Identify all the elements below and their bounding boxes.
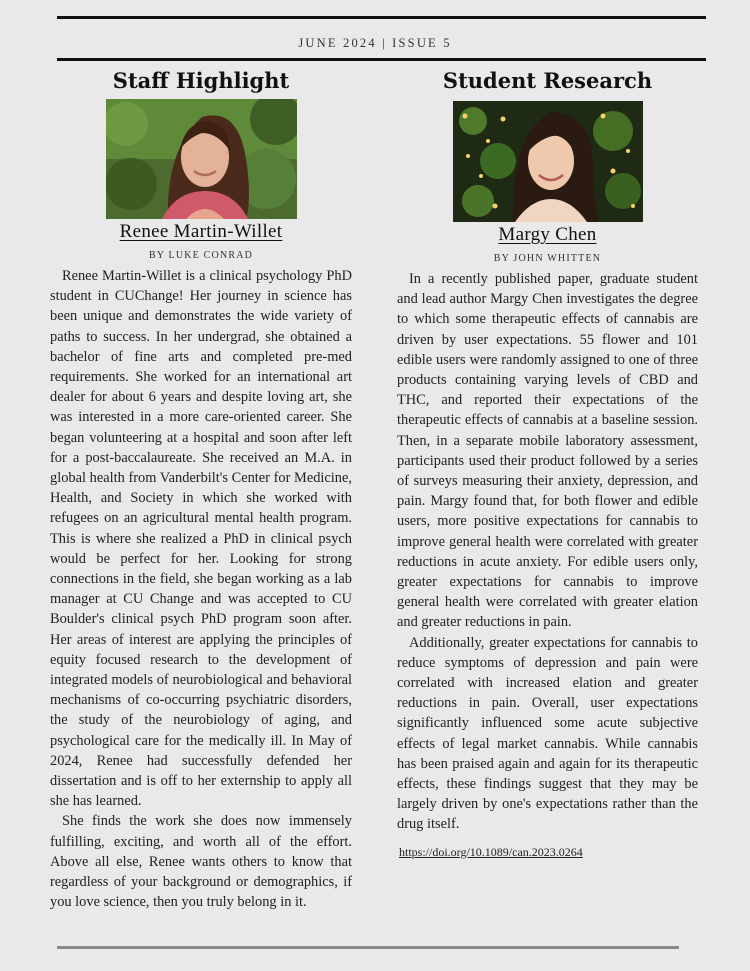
portrait-woman-night-lights-icon <box>453 101 643 222</box>
staff-name-link[interactable]: Renee Martin-Willet <box>119 221 283 242</box>
student-research-column <box>397 64 698 860</box>
staff-highlight-title: Staff Highlight <box>112 68 290 93</box>
staff-photo <box>106 99 297 219</box>
student-research-title: Student Research <box>442 68 653 93</box>
staff-paragraph-2: She finds the work she does now immensely fulfilling, exciting, and worth all of the effort. Above all else, Renee wants others to know that regardless of your background or demographics, if you love science, then you truly belong in it. <box>50 813 352 911</box>
student-photo <box>453 101 643 222</box>
top-rule <box>57 16 706 19</box>
doi-link[interactable]: https://doi.org/10.1089/can.2023.0264 <box>399 844 583 859</box>
staff-paragraph-1: Renee Martin-Willet is a clinical psychology PhD student in CUChange! Her journey in science has been unique and demonstrates the wide variety of paths to success. In her undergrad, she obtained a bachelor of fine arts and completed pre-med requirements. She worked for an international art dealer for about 6 years and despite loving art, she was interested in a more care-oriented career. She began volunteering at a hospital and soon after left for a post-baccalaureate. She received an M.A. in global health from Vanderbilt's Center for Medicine, Health, and Society in which she worked with refugees on an agricultural mental health program. This is where she realized a PhD in clinical psych would be perfect for her. Looking for strong connections in the field, she began working as a lab manager at CU Change and was accepted to CU Boulder's clinical psych PhD program soon after. Her areas of interest are applying the principles of equity focused research to the development of integrated models of neurobiological and behavioral mechanisms of co-occurring psychiatric disorders, the study of the neurobiology of aging, and psychological care for the medically ill. In May of 2024, Renee had successfully defended her dissertation and is off to her externship to apply all she has learned. <box>50 268 352 810</box>
issue-line: JUNE 2024 | ISSUE 5 <box>298 36 452 50</box>
staff-name[interactable] <box>50 221 352 243</box>
student-name-link[interactable]: Margy Chen <box>498 224 597 245</box>
student-paragraph-2: Additionally, greater expectations for cannabis to reduce symptoms of depression and pain were correlated with increased elation and greater reductions in pain. Overall, user expectations significantly influenced some acute subjective effects of legal market cannabis. While cannabis has been praised again and again for its therapeutic effects, these findings suggest that they may be largely driven by one's expectations rather than the drug itself. <box>397 634 698 833</box>
student-paragraph-1: In a recently published paper, graduate student and lead author Margy Chen investigates the degree to which some therapeutic effects of cannabis are driven by user expectations. 55 flower and 101 edible users were randomly assigned to one of three products containing varying levels of CBD and THC, and reported their expectations of the therapeutic effects of cannabis at a baseline session. Then, in a separate mobile laboratory assessment, participants used their product followed by a series of surveys measuring their anxiety, depression, and pain. Margy found that, for both flower and edible users, more positive expectations for cannabis to improve general health were correlated with greater reductions in acute anxiety. For edible users only, greater expectations for cannabis to improve general health were correlated with greater elation and greater reductions in pain. <box>397 271 698 631</box>
student-article-body <box>397 269 698 835</box>
student-name[interactable] <box>397 224 698 246</box>
staff-highlight-column <box>50 64 352 913</box>
portrait-woman-outdoors-icon <box>106 99 297 219</box>
header-rule <box>57 58 706 61</box>
student-byline: BY JOHN WHITTEN <box>493 253 602 264</box>
footer-rule <box>57 946 679 949</box>
staff-byline: BY LUKE CONRAD <box>148 250 254 261</box>
staff-article-body <box>50 266 352 913</box>
